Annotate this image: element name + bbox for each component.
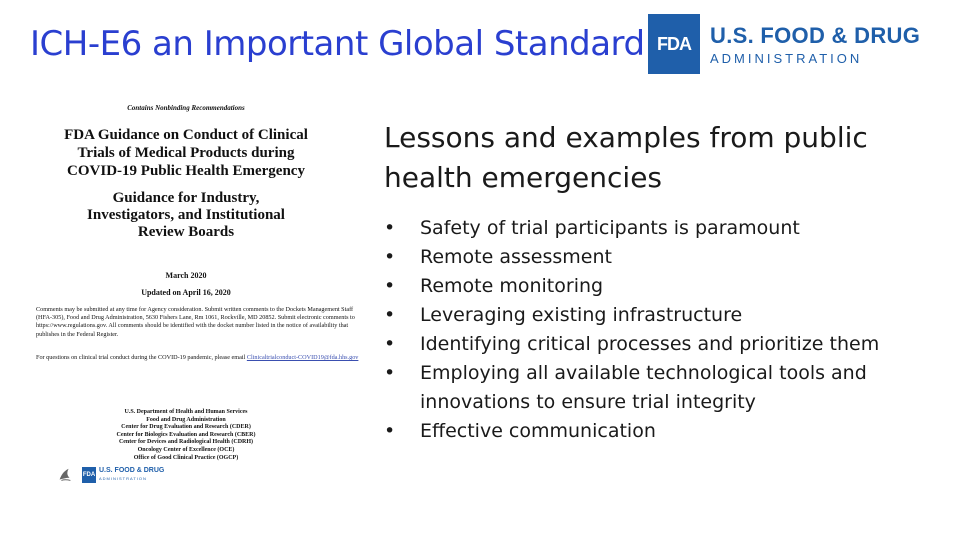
document-agency-line: Oncology Center of Excellence (OCE)	[137, 446, 235, 453]
bullet-item	[384, 243, 944, 272]
document-agency-line: Center for Drug Evaluation and Research (CDER)	[121, 424, 251, 431]
bullet-item	[384, 359, 944, 417]
bullet-text: Identifying critical processes and prioritize them	[420, 333, 880, 355]
document-date: March 2020	[165, 271, 207, 280]
bullet-item	[384, 330, 944, 359]
document-subtitle	[36, 190, 336, 241]
guidance-document-image	[36, 96, 366, 496]
hhs-eagle-icon	[56, 466, 74, 484]
bullet-icon: •	[384, 362, 396, 384]
document-agencies	[36, 409, 336, 462]
document-title	[36, 126, 336, 180]
bullet-item	[384, 214, 944, 243]
document-title-line: Trials of Medical Products during	[77, 145, 295, 161]
bullet-icon: •	[384, 420, 396, 442]
mini-fda-logo-box: FDA	[82, 467, 96, 483]
fda-logo-main: U.S. FOOD & DRUG	[710, 22, 921, 48]
document-subtitle-line: Investigators, and Institutional	[87, 207, 285, 223]
document-subtitle-line: Guidance for Industry,	[112, 190, 260, 206]
bullet-icon: •	[384, 333, 396, 355]
fda-logo-sub: ADMINISTRATION	[710, 50, 863, 66]
document-agency-line: U.S. Department of Health and Human Services	[124, 409, 248, 415]
mini-fda-logo-main: U.S. FOOD & DRUG	[99, 467, 165, 474]
bullet-text: Remote monitoring	[420, 275, 604, 297]
bullet-icon: •	[384, 217, 396, 239]
document-questions-text: For questions on clinical trial conduct during the COVID-19 pandemic, please email	[36, 354, 246, 361]
bullet-item	[384, 417, 944, 446]
bullet-text: Safety of trial participants is paramount	[420, 217, 800, 239]
bullet-item	[384, 301, 944, 330]
document-updated: Updated on April 16, 2020	[141, 288, 231, 297]
document-comments: Comments may be submitted at any time for Agency consideration. Submit written comments to the Dockets Management Staff (HFA-305), Food and Drug Administration, 5630 Fishers Lane, Rm 1061, Rockville, MD 20852. Submit electronic comments to https://www.regulations.gov. All comments should be identified with the docket number listed in the notice of availability that publishes in the Federal Register.	[36, 306, 355, 338]
document-agency-line: Center for Devices and Radiological Health (CDRH)	[118, 439, 254, 446]
bullet-icon: •	[384, 304, 396, 326]
bullet-text: Effective communication	[420, 420, 656, 442]
document-agency-line: Food and Drug Administration	[146, 416, 226, 423]
slide-heading: Lessons and examples from public health emergencies	[384, 121, 868, 194]
document-subtitle-line: Review Boards	[137, 224, 235, 240]
bullet-text: Leveraging existing infrastructure	[420, 304, 743, 326]
document-agency-line: Center for Biologics Evaluation and Research (CBER)	[116, 431, 256, 438]
document-top-note: Contains Nonbinding Recommendations	[127, 104, 245, 112]
bullet-text: Remote assessment	[420, 246, 612, 268]
bullet-item	[384, 272, 944, 301]
document-title-line: FDA Guidance on Conduct of Clinical	[64, 127, 308, 143]
mini-fda-logo	[82, 467, 164, 483]
slide-title: ICH-E6 an Important Global Standard	[30, 24, 645, 64]
document-title-line: COVID-19 Public Health Emergency	[67, 163, 305, 179]
document-agency-line: Office of Good Clinical Practice (OGCP)	[133, 454, 239, 461]
bullet-text: Employing all available technological tools and innovations to ensure trial integrity	[420, 362, 867, 413]
fda-logo-text	[710, 23, 920, 66]
bullet-icon: •	[384, 246, 396, 268]
mini-fda-logo-text	[99, 467, 164, 483]
bullet-list	[384, 214, 944, 446]
fda-logo-box: FDA	[648, 14, 700, 74]
document-questions-email: Clinicaltrialconduct-COVID19@fda.hhs.gov	[246, 354, 359, 361]
mini-fda-logo-sub: ADMINISTRATION	[99, 476, 147, 481]
bullet-icon: •	[384, 275, 396, 297]
document-logos	[56, 466, 164, 484]
document-questions	[36, 354, 366, 362]
fda-logo	[648, 14, 940, 74]
